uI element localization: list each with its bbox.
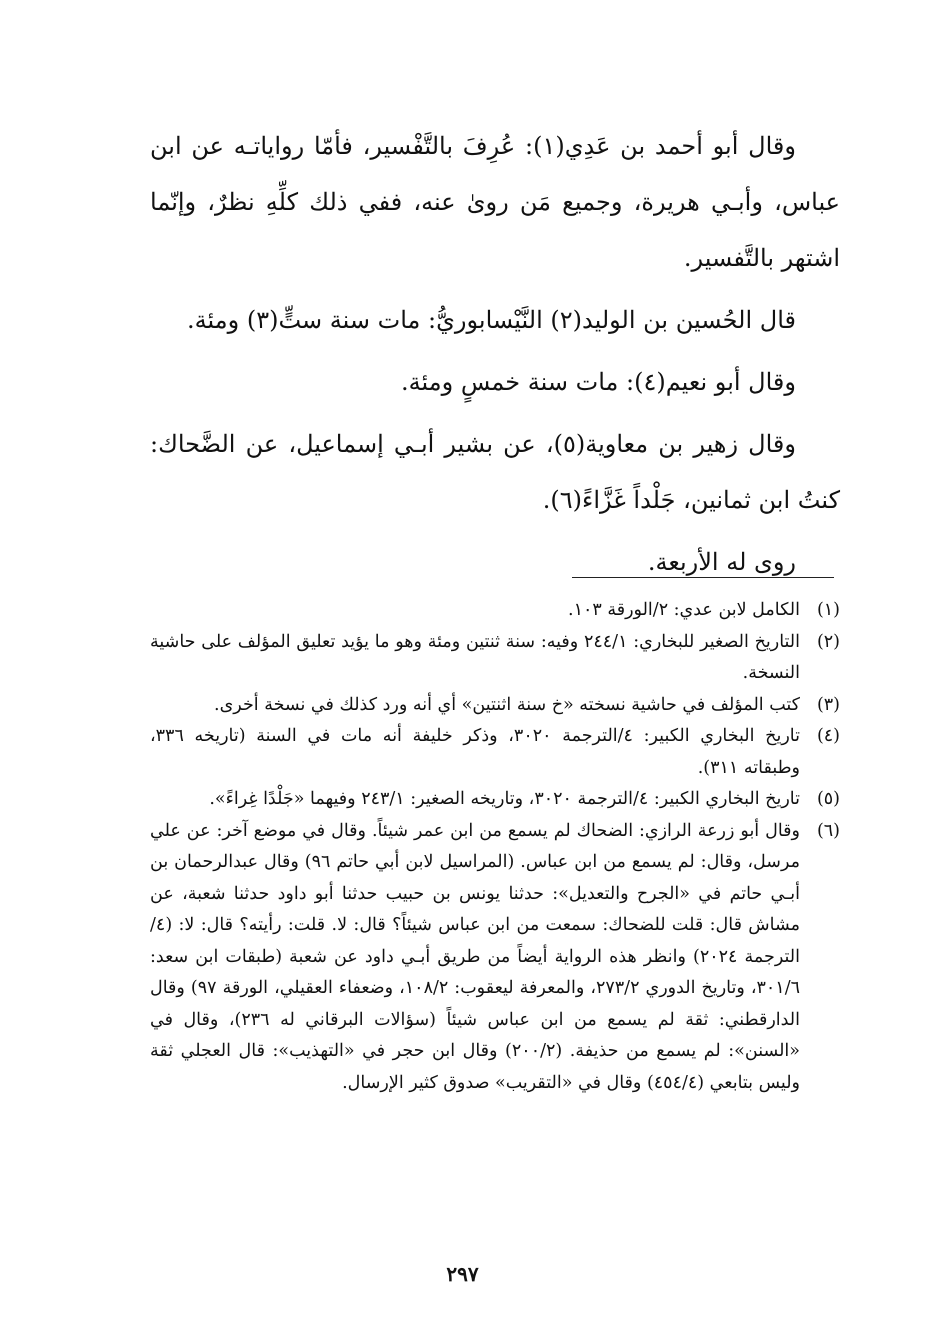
footnote-text: التاريخ الصغير للبخاري: ٢٤٤/١ وفيه: سنة ثنتين ومئة وهو ما يؤيد تعليق المؤلف على حاشية النسخة.: [150, 631, 800, 683]
footnote: [150, 816, 840, 1100]
footnote: [150, 627, 840, 690]
footnote-number: (١): [816, 600, 840, 620]
footnote: [150, 721, 840, 784]
paragraph-rawa-lahu: روى له الأربعة.: [647, 548, 796, 576]
footnote: [150, 595, 840, 627]
footnotes: [150, 595, 840, 1099]
footnote: [150, 784, 840, 816]
paragraph-zuhair-ibn-muawiya: وقال زهير بن معاوية(٥)، عن بشير أبـي إسماعيل، عن الضَّحاك: كنتُ ابن ثمانين، جَلْداً غَزَّاءً(٦).: [150, 430, 840, 514]
footnote-text: وقال أبو زرعة الرازي: الضحاك لم يسمع من ابن عمر شيئاً. وقال في موضع آخر: عن علي مرسل، وقال: لم يسمع من ابن عباس. (المراسيل لابن أبي حاتم ٩٦) وقال عبدالرحمان بن أبـي حاتم في «الجرح والتعديل»: حدثنا يونس بن حبيب حدثنا أبو داود حدثنا شعبة، عن مشاش قال: قلت للضحاك: سمعت من ابن عباس شيئاً؟ قال: لا. قلت: رأيته؟ قال: لا: (٤/الترجمة ٢٠٢٤) وانظر هذه الرواية أيضاً من طريق أبـي داود عن شعبة (طبقات ابن سعد: ٣٠١/٦، وتاريخ الدوري ٢٧٣/٢، والمعرفة ليعقوب: ١٠٨/٢، وضعفاء العقيلي، الورقة ٩٧) وقال الدارقطني: ثقة لم يسمع من ابن عباس شيئاً (سؤالات البرقاني له ٢٣٦)، وقال في «السنن»: لم يسمع من حذيفة. (٢٠٠/٢) وقال ابن حجر في «التهذيب»: قال العجلي ثقة وليس بتابعي (٤٥٤/٤) وقال في «التقريب» صدوق كثير الإرسال.: [150, 820, 801, 1093]
footnote-text: الكامل لابن عدي: ٢/الورقة ١٠٣.: [568, 600, 800, 620]
footnote-text: تاريخ البخاري الكبير: ٤/الترجمة ٣٠٢٠، وذكر خليفة أنه مات في السنة (تاريخه ٣٣٦، وطبقاته ٣١١).: [150, 726, 800, 778]
paragraph-husain-ibn-al-walid: قال الحُسين بن الوليد(٢) النَّيْسابوريُّ: مات سنة ستٍّ(٣) ومئة.: [187, 306, 796, 334]
footnote: [150, 690, 840, 722]
footnote-number: (٤): [816, 726, 840, 746]
page-number: ٢٩٧: [446, 1262, 479, 1286]
footnote-number: (٢): [816, 631, 840, 652]
paragraph-abu-nuaym: وقال أبو نعيم(٤): مات سنة خمسٍ ومئة.: [401, 368, 796, 396]
main-text: [150, 118, 840, 590]
footnote-text: كتب المؤلف في حاشية نسخته «خ سنة اثنتين» أي أنه ورد كذلك في نسخة أخرى.: [214, 694, 800, 715]
paragraph-ibn-adi: وقال أبو أحمد بن عَدِي(١): عُرِفَ بالتَّفْسير، فأمّا رواياتـه عن ابن عباس، وأبـي هريرة، وجميع مَن روىٰ عنه، ففي ذلك كلِّهِ نظرٌ، وإنّما اشتهر بالتَّفسير.: [150, 132, 840, 272]
footnote-number: (٣): [816, 694, 840, 715]
footnote-separator: [572, 577, 834, 578]
footnote-number: (٥): [816, 789, 840, 809]
footnote-number: (٦): [816, 820, 840, 841]
footnote-text: تاريخ البخاري الكبير: ٤/الترجمة ٣٠٢٠، وتاريخه الصغير: ٢٤٣/١ وفيهما «جَلْدًا غِراءً».: [209, 789, 800, 809]
